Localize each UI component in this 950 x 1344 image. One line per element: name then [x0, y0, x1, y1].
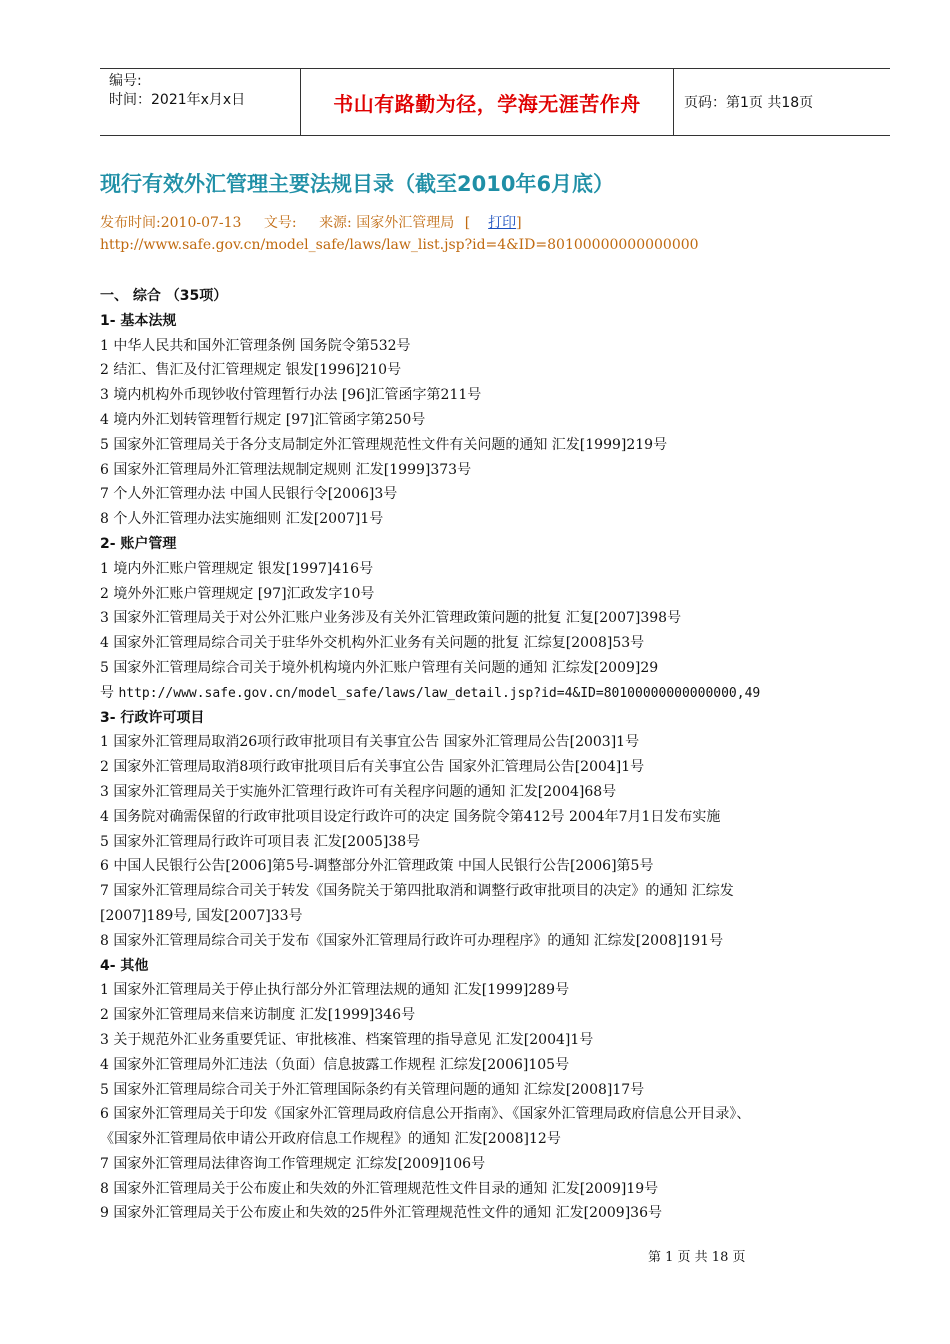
- list-item: 8 个人外汇管理办法实施细则 汇发[2007]1号: [100, 511, 384, 528]
- list-item: 2 国家外汇管理局取消8项行政审批项目后有关事宜公告 国家外汇管理局公告[2004]1号: [100, 759, 645, 776]
- list-item: 9 国家外汇管理局关于公布废止和失效的25件外汇管理规范性文件的通知 汇发[2009]36号: [100, 1205, 662, 1222]
- print-bracket-close: ]: [516, 215, 522, 231]
- list-item: 1 国家外汇管理局取消26项行政审批项目有关事宜公告 国家外汇管理局公告[2003]1号: [100, 734, 640, 751]
- motto-text: 书山有路勤为径，学海无涯苦作舟: [333, 91, 641, 116]
- list-item: 1 中华人民共和国外汇管理条例 国务院令第532号: [100, 337, 411, 354]
- group-account-management: [100, 557, 900, 681]
- header-page-cell: [674, 69, 890, 135]
- header-left-cell: [100, 69, 301, 135]
- page-footer: 第 1 页 共 18 页: [648, 1250, 746, 1265]
- wrap-prefix: 号: [100, 684, 114, 701]
- list-item: 3 境内机构外币现钞收付管理暂行办法 [96]汇管函字第211号: [100, 387, 482, 404]
- list-item: 5 国家外汇管理局关于各分支局制定外汇管理规范性文件有关问题的通知 汇发[1999]219号: [100, 436, 668, 453]
- list-item: 1 国家外汇管理局关于停止执行部分外汇管理法规的通知 汇发[1999]289号: [100, 982, 570, 999]
- subsection-heading: 4- 其他: [100, 957, 149, 974]
- page-number-label: 页码：第1页 共18页: [684, 95, 814, 111]
- list-item: 4 国务院对确需保留的行政审批项目设定行政许可的决定 国务院令第412号 2004年7月1日发布实施: [100, 808, 721, 825]
- meta-line: [100, 212, 558, 232]
- print-bracket-open: [: [464, 215, 471, 231]
- list-item-continuation: [100, 681, 900, 706]
- group-administrative-license: [100, 730, 900, 953]
- source-url[interactable]: http://www.safe.gov.cn/model_safe/laws/law_list.jsp?id=4&ID=80100000000000000: [100, 237, 699, 253]
- list-item: 7 国家外汇管理局综合司关于转发《国务院关于第四批取消和调整行政审批项目的决定》的通知 汇综发: [100, 883, 734, 900]
- print-link[interactable]: 打印: [488, 215, 517, 231]
- list-item: 3 国家外汇管理局关于实施外汇管理行政许可有关程序问题的通知 汇发[2004]68号: [100, 783, 617, 800]
- list-item: 5 国家外汇管理局综合司关于外汇管理国际条约有关管理问题的通知 汇综发[2008]17号: [100, 1081, 645, 1098]
- group-basic-regulations: [100, 334, 900, 532]
- publish-time: 发布时间:2010-07-13: [100, 215, 242, 231]
- detail-url[interactable]: http://www.safe.gov.cn/model_safe/laws/law_detail.jsp?id=4&ID=80100000000000000,49: [118, 685, 761, 701]
- regulation-list: [100, 284, 900, 1226]
- list-item: 《国家外汇管理局依申请公开政府信息工作规程》的通知 汇发[2008]12号: [100, 1131, 561, 1148]
- list-item: 6 中国人民银行公告[2006]第5号-调整部分外汇管理政策 中国人民银行公告[2006]第5号: [100, 858, 654, 875]
- doc-number-label: 文号:: [263, 215, 297, 231]
- subsection-heading: 3- 行政许可项目: [100, 709, 205, 726]
- subsection-heading: 2- 账户管理: [100, 535, 177, 552]
- time-label: 时间：2021年x月x日: [109, 92, 246, 108]
- subsection-heading: 1- 基本法规: [100, 312, 177, 329]
- header-motto-cell: [301, 69, 674, 135]
- list-item: 7 个人外汇管理办法 中国人民银行令[2006]3号: [100, 486, 398, 503]
- list-item: [2007]189号, 国发[2007]33号: [100, 907, 303, 924]
- number-label: 编号:: [109, 73, 142, 89]
- list-item: 8 国家外汇管理局综合司关于发布《国家外汇管理局行政许可办理程序》的通知 汇综发[2008]191号: [100, 932, 724, 949]
- group-other: [100, 978, 900, 1226]
- page-header: [100, 68, 890, 136]
- section-heading: 一、 综合 （35项）: [100, 288, 228, 304]
- list-item: 6 国家外汇管理局外汇管理法规制定规则 汇发[1999]373号: [100, 461, 472, 478]
- list-item: 6 国家外汇管理局关于印发《国家外汇管理局政府信息公开指南》、《国家外汇管理局政府信息公开目录》、: [100, 1106, 751, 1123]
- list-item: 1 境内外汇账户管理规定 银发[1997]416号: [100, 560, 374, 577]
- list-item: 7 国家外汇管理局法律咨询工作管理规定 汇综发[2009]106号: [100, 1155, 486, 1172]
- list-item: 4 国家外汇管理局综合司关于驻华外交机构外汇业务有关问题的批复 汇综复[2008]53号: [100, 635, 645, 652]
- list-item: 3 国家外汇管理局关于对公外汇账户业务涉及有关外汇管理政策问题的批复 汇复[2007]398号: [100, 610, 682, 627]
- list-item: 2 国家外汇管理局来信来访制度 汇发[1999]346号: [100, 1007, 416, 1024]
- list-item: 5 国家外汇管理局综合司关于境外机构境内外汇账户管理有关问题的通知 汇综发[2009]29: [100, 659, 659, 676]
- list-item: 2 结汇、售汇及付汇管理规定 银发[1996]210号: [100, 362, 402, 379]
- print-control: [465, 215, 540, 231]
- document-title: 现行有效外汇管理主要法规目录（截至2010年6月底）: [100, 172, 615, 196]
- list-item: 2 境外外汇账户管理规定 [97]汇政发字10号: [100, 585, 375, 602]
- list-item: 4 国家外汇管理局外汇违法（负面）信息披露工作规程 汇综发[2006]105号: [100, 1056, 570, 1073]
- list-item: 4 境内外汇划转管理暂行规定 [97]汇管函字第250号: [100, 411, 426, 428]
- list-item: 8 国家外汇管理局关于公布废止和失效的外汇管理规范性文件目录的通知 汇发[2009]19号: [100, 1180, 659, 1197]
- source-label: 来源: 国家外汇管理局: [319, 215, 455, 231]
- list-item: 5 国家外汇管理局行政许可项目表 汇发[2005]38号: [100, 833, 421, 850]
- list-item: 3 关于规范外汇业务重要凭证、审批核准、档案管理的指导意见 汇发[2004]1号: [100, 1031, 594, 1048]
